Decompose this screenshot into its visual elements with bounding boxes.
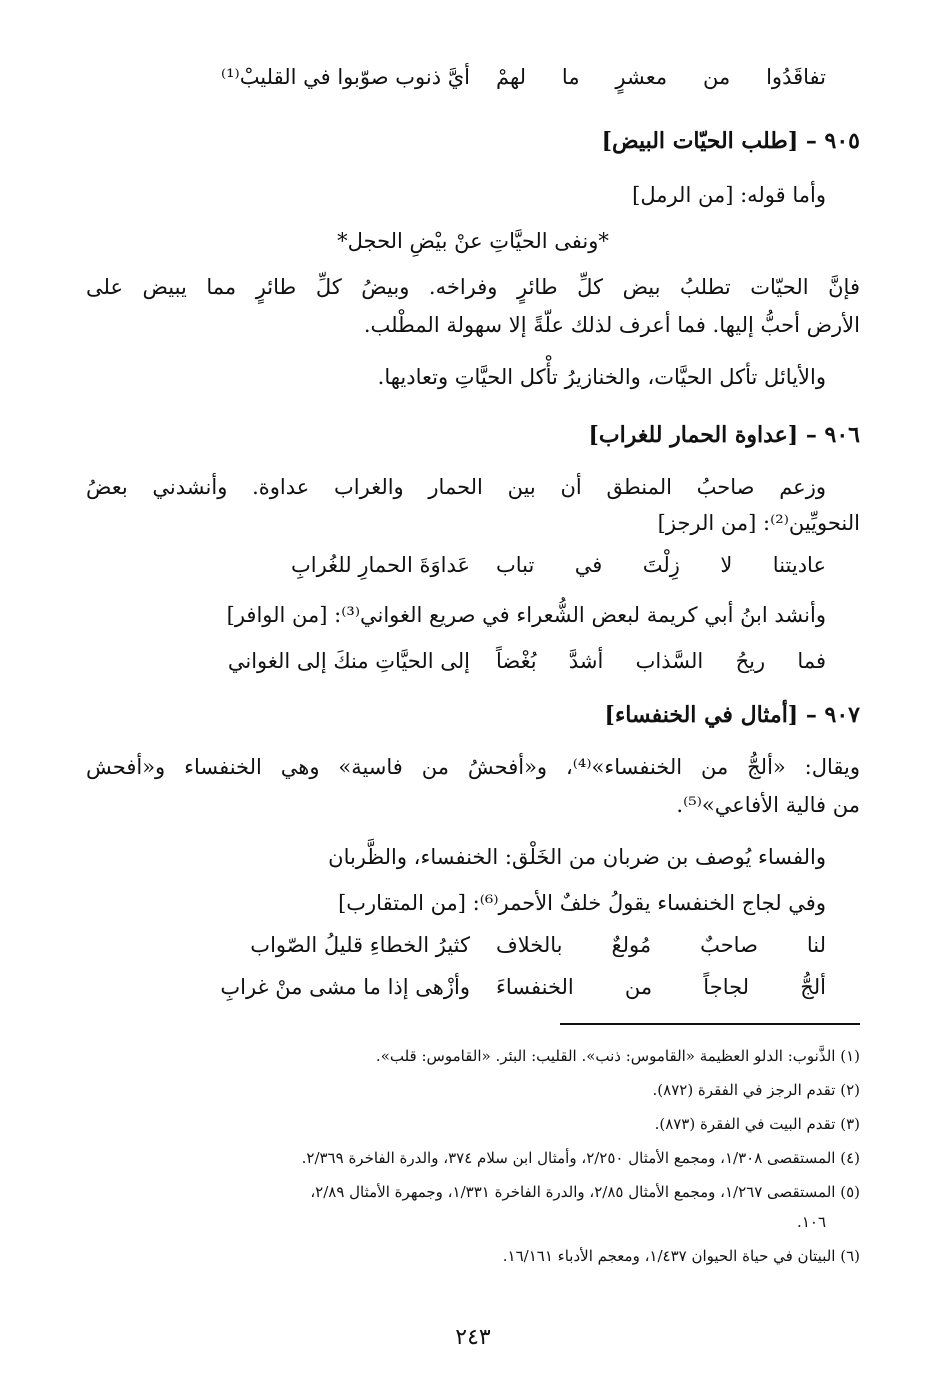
section-heading-906: ٩٠٦ – [عداوة الحمار للغراب]	[588, 422, 860, 448]
paragraph-line: وفي لجاج الخنفساء يقولُ خلفٌ الأحمر⁽⁶⁾: [من المتقارب]	[338, 891, 826, 915]
footnote: (٢) تقدم الرجز في الفقرة (٨٧٢).	[652, 1081, 860, 1099]
paragraph-line: والأيائل تأكل الحيَّات، والخنازيرُ تأْكل الحيَّاتِ وتعاديها.	[377, 365, 826, 389]
verse-2-second-hemistich: عَداوَةَ الحمارِ للغُرابِ	[290, 553, 470, 577]
verse-1-first-hemistich: تفاقَدُوا من معشرٍ ما لهمْ	[496, 65, 826, 89]
verse-4-second-hemistich: كثيرُ الخطاءِ قليلُ الصّواب	[250, 933, 470, 957]
section-heading-905: ٩٠٥ – [طلب الحيّات البيض]	[601, 128, 860, 154]
paragraph-line: الأرض أحبُّ إليها. فما أعرف لذلك علّةً إلا سهولة المطْلب.	[363, 313, 860, 337]
quoted-verse: *ونفى الحيَّاتِ عنْ بيْضِ الحجل*	[337, 229, 609, 253]
paragraph-line: وأنشد ابنُ أبي كريمة لبعض الشُّعراء في صريع الغواني⁽³⁾: [من الوافر]	[226, 603, 826, 627]
footnote: (٤) المستقصى ١/٣٠٨، ومجمع الأمثال ٢/٢٥٠، وأمثال ابن سلام ٣٧٤، والدرة الفاخرة ٢/٣٦٩.	[301, 1149, 860, 1167]
footnote-continuation: ١٠٦.	[797, 1213, 826, 1231]
footnote-separator	[560, 1023, 860, 1025]
paragraph-line: ويقال: «ألجُّ من الخنفساء»⁽⁴⁾، و«أفحشُ من فاسية» وهي الخنفساء و«أفحش	[86, 755, 860, 779]
verse-3-second-hemistich: إلى الحيَّاتِ منكَ إلى الغواني	[227, 649, 470, 673]
verse-5-first-hemistich: ألجُّ لجاجاً من الخنفساءَ	[496, 975, 826, 999]
verse-3-first-hemistich: فما ريحُ السَّذاب أشدَّ بُغْضاً	[496, 649, 826, 673]
verse-5-second-hemistich: وأزْهى إذا ما مشى منْ غرابِ	[220, 975, 470, 999]
paragraph-line: وأما قوله: [من الرمل]	[632, 183, 826, 207]
footnote: (٥) المستقصى ١/٢٦٧، ومجمع الأمثال ٢/٨٥، والدرة الفاخرة ١/٣٣١، وجمهرة الأمثال ٢/٨٩،	[310, 1183, 860, 1201]
paragraph-line: من فالية الأفاعي»⁽⁵⁾.	[676, 793, 860, 817]
paragraph-line: فإنَّ الحيّات تطلبُ بيض كلِّ طائرٍ وفراخه. وبيضُ كلِّ طائرٍ مما يبيض على	[86, 275, 860, 299]
verse-1-second-hemistich: أيَّ ذنوب صوّبوا في القليبْ⁽¹⁾	[220, 65, 470, 89]
footnote: (٣) تقدم البيت في الفقرة (٨٧٣).	[654, 1115, 860, 1133]
footnote: (١) الذَّنوب: الدلو العظيمة «القاموس: ذنب». القليب: البئر. «القاموس: قلب».	[375, 1047, 860, 1065]
paragraph-line: النحويِّين⁽²⁾: [من الرجز]	[657, 511, 860, 535]
page-number: ٢٤٣	[455, 1325, 491, 1350]
verse-2-first-hemistich: عاديتنا لا زِلْتَ في تباب	[496, 553, 826, 577]
paragraph-line: وزعم صاحبُ المنطق أن بين الحمار والغراب عداوة. وأنشدني بعضُ	[86, 475, 826, 499]
section-heading-907: ٩٠٧ – [أمثال في الخنفساء]	[604, 702, 860, 728]
footnote: (٦) البيتان في حياة الحيوان ١/٤٣٧، ومعجم الأدباء ١٦/١٦١.	[502, 1247, 860, 1265]
verse-4-first-hemistich: لنا صاحبٌ مُولعٌ بالخلاف	[496, 933, 826, 957]
paragraph-line: والفساء يُوصف بن ضربان من الخَلْق: الخنفساء، والظَّربان	[328, 845, 826, 869]
